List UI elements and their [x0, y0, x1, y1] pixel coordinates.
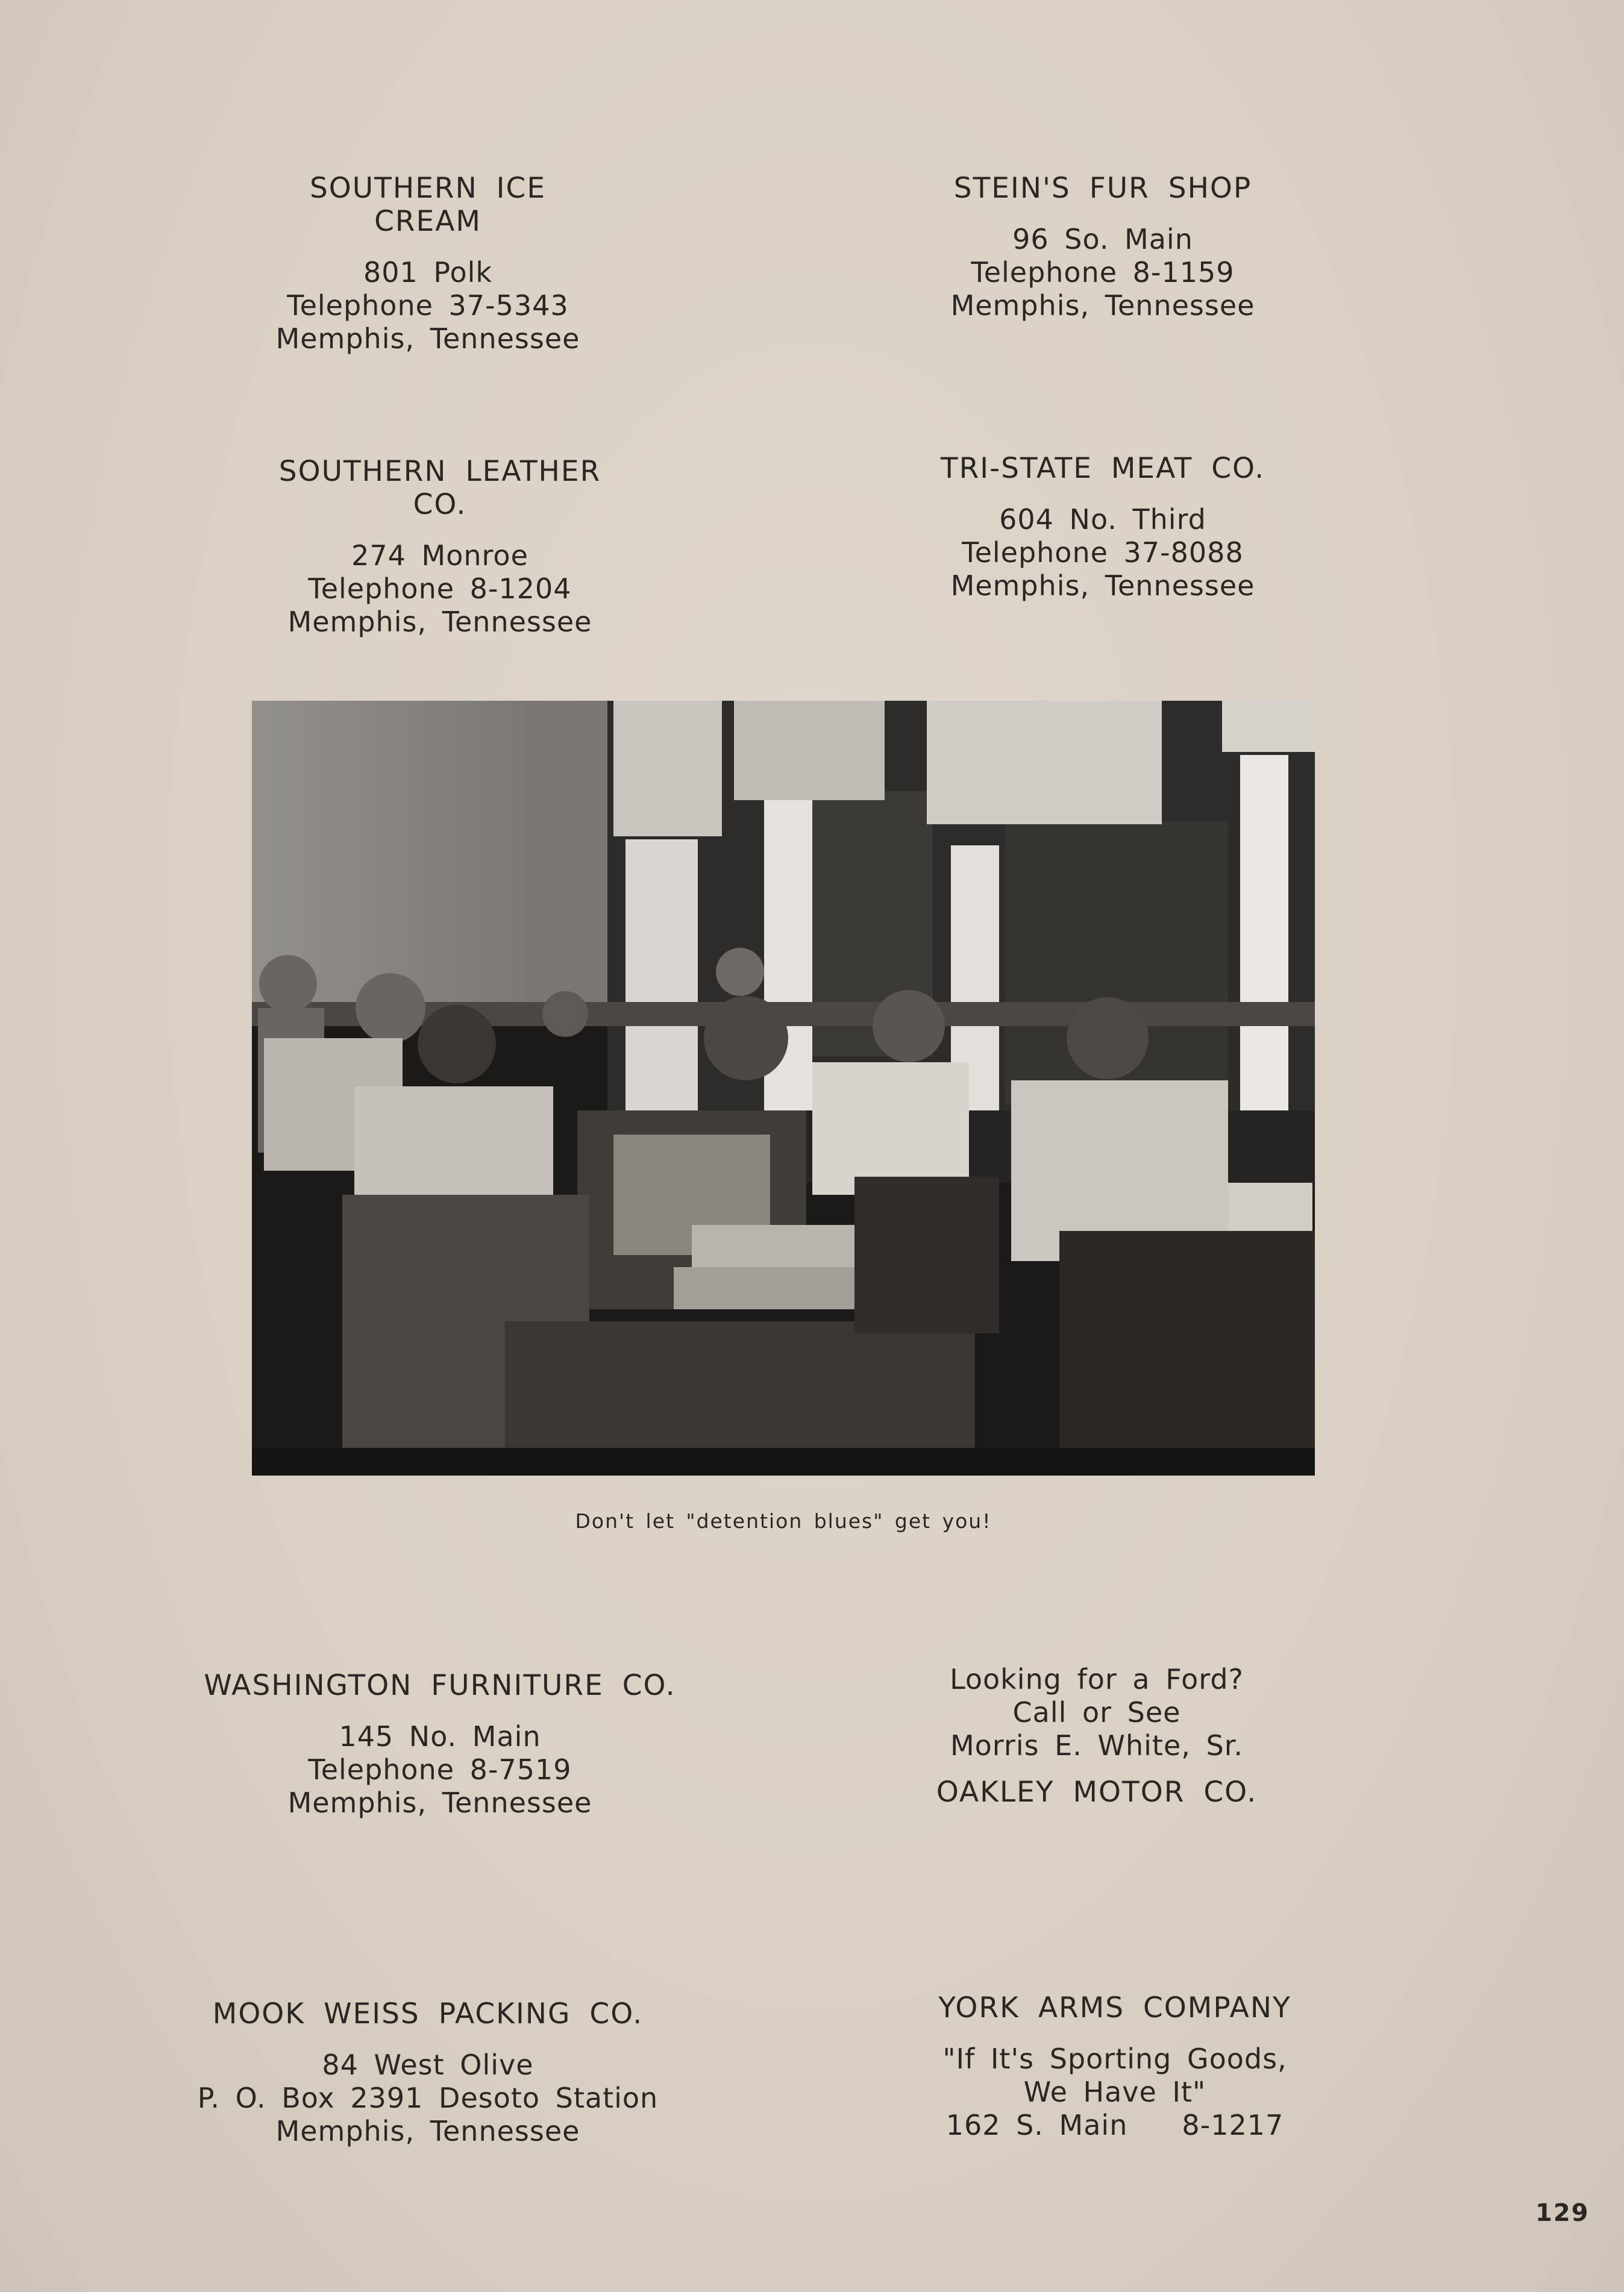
ad-contact: Morris E. White, Sr.	[950, 1729, 1244, 1762]
ad-address: 604 No. Third	[999, 503, 1206, 536]
ad-mook-weiss	[193, 1997, 663, 2148]
ad-york-arms	[922, 1991, 1308, 2142]
ad-oakley-motor	[904, 1663, 1290, 1809]
ad-tagline: Call or See	[1012, 1696, 1181, 1729]
ad-address-phone	[922, 2109, 1308, 2142]
ad-phone: 8-1217	[1182, 2109, 1284, 2141]
page-number: 129	[1535, 2199, 1590, 2227]
ad-city: Memphis, Tennessee	[287, 606, 592, 638]
ad-business-name: TRI-STATE MEAT CO.	[940, 452, 1265, 485]
ad-phone: Telephone 8-1159	[971, 256, 1235, 289]
ad-city: Memphis, Tennessee	[275, 322, 580, 355]
ad-address: 145 No. Main	[339, 1720, 541, 1753]
ad-business-name: WASHINGTON FURNITURE CO.	[204, 1669, 676, 1702]
ad-city: Memphis, Tennessee	[950, 569, 1255, 602]
ad-slogan: "If It's Sporting Goods,	[942, 2043, 1287, 2075]
ad-business-name: YORK ARMS COMPANY	[938, 1991, 1291, 2024]
ad-tri-state-meat	[922, 452, 1284, 603]
ad-phone: Telephone 37-8088	[962, 536, 1244, 569]
classroom-photo	[252, 701, 1315, 1476]
ad-business-name: SOUTHERN ICE CREAM	[309, 172, 547, 238]
photo-caption: Don't let "detention blues" get you!	[575, 1509, 992, 1533]
ad-city: Memphis, Tennessee	[287, 1786, 592, 1819]
ad-washington-furniture	[199, 1669, 681, 1820]
ad-city: Memphis, Tennessee	[275, 2115, 580, 2147]
ad-southern-leather	[247, 455, 633, 639]
ad-business-name: STEIN'S FUR SHOP	[953, 172, 1252, 205]
ad-phone: Telephone 37-5343	[287, 289, 569, 322]
ad-address: 84 West Olive	[322, 2049, 534, 2081]
ad-city: Memphis, Tennessee	[950, 289, 1255, 322]
ad-business-name: OAKLEY MOTOR CO.	[936, 1776, 1258, 1809]
ad-business-name: MOOK WEISS PACKING CO.	[212, 1997, 644, 2031]
ad-slogan: We Have It"	[1023, 2076, 1206, 2108]
ad-address: 274 Monroe	[351, 539, 528, 572]
ad-po-box: P. O. Box 2391 Desoto Station	[197, 2082, 659, 2114]
ad-steins-fur-shop	[922, 172, 1284, 322]
ad-address: 162 S. Main	[945, 2109, 1128, 2141]
ad-phone: Telephone 8-1204	[308, 572, 572, 605]
ad-business-name: SOUTHERN LEATHER CO.	[278, 455, 601, 521]
ad-phone: Telephone 8-7519	[308, 1753, 572, 1786]
ad-southern-ice-cream	[247, 172, 609, 355]
ad-tagline: Looking for a Ford?	[950, 1663, 1244, 1696]
ad-address: 801 Polk	[363, 256, 493, 289]
ad-address: 96 So. Main	[1012, 223, 1193, 255]
